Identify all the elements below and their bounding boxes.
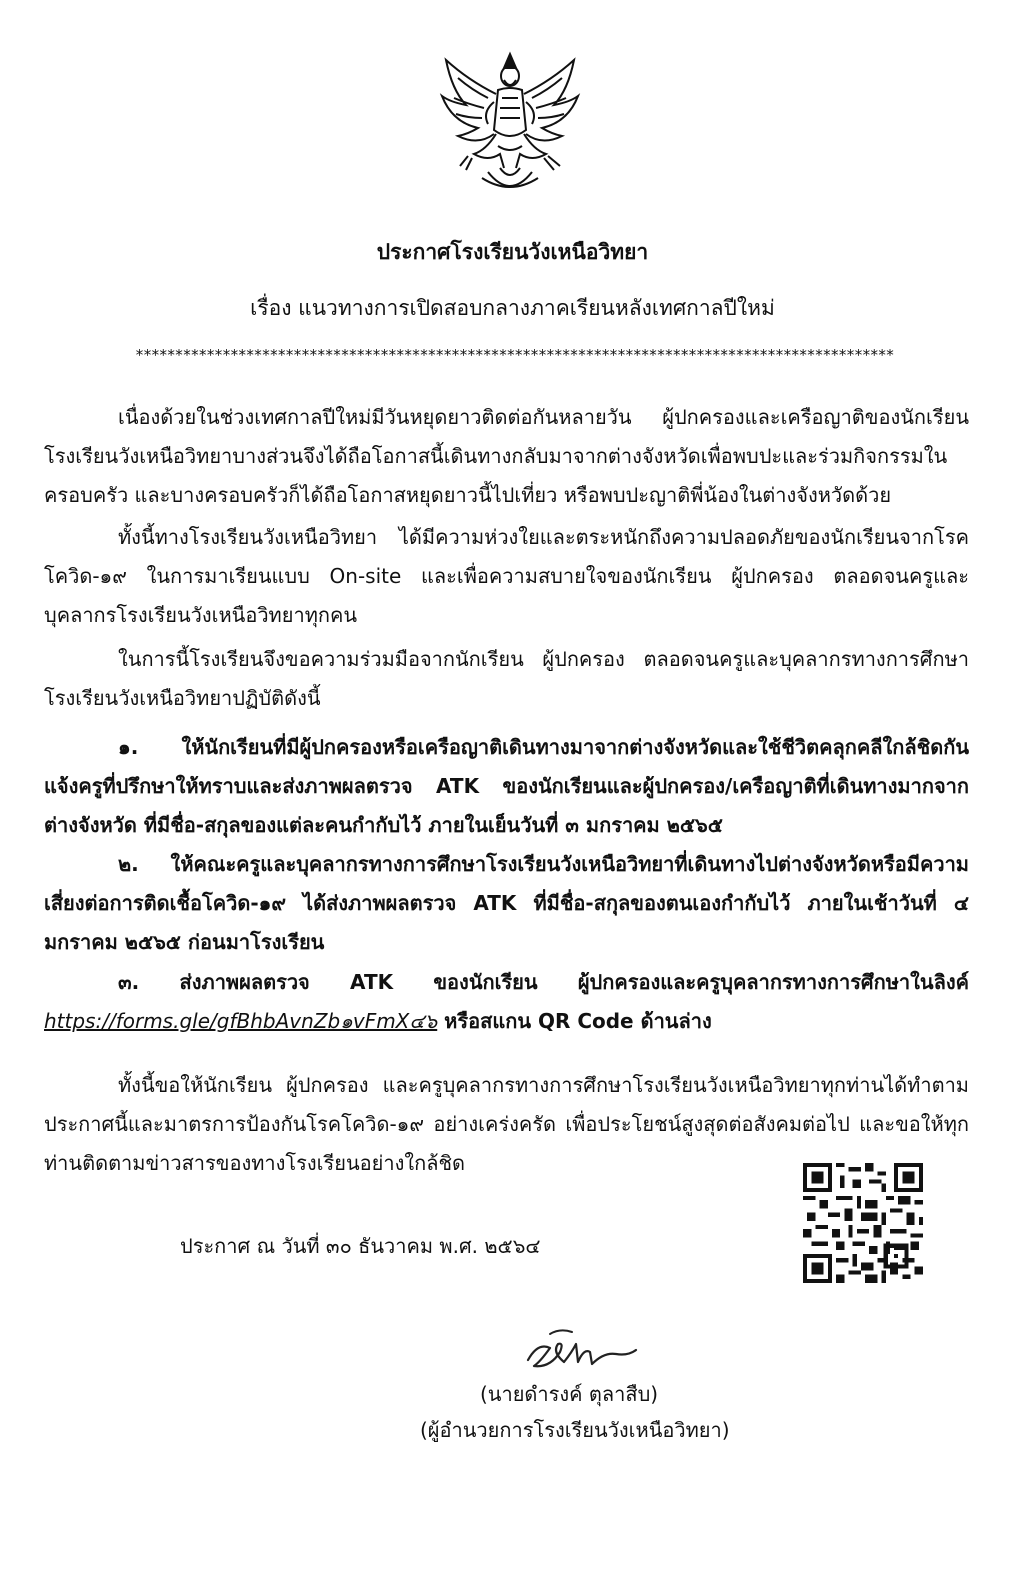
instruction-item-3-text: ๓. ส่งภาพผลตรวจ ATK ของนักเรียน ผู้ปกครองและครูบุคลากรทางการศึกษาในลิงค์: [118, 970, 969, 994]
paragraph-intro: [44, 398, 969, 515]
paragraph-concern-text: ทั้งนี้ทางโรงเรียนวังเหนือวิทยา ได้มีความห่วงใยและตระหนักถึงความปลอดภัยของนักเรียนจากโรคโควิด-๑๙ ในการมาเรียนแบบ On-site และเพื่อความสบายใจของนักเรียน ผู้ปกครอง ตลอดจนครูและบุคลากรโรงเรียนวังเหนือวิทยาทุกคน: [44, 525, 969, 627]
paragraph-request: [44, 640, 969, 718]
instruction-item-1: [44, 728, 969, 845]
instruction-item-3-suffix: หรือสแกน QR Code ด้านล่าง: [437, 1009, 712, 1033]
instruction-item-3: [44, 963, 969, 1041]
signature-icon: [520, 1322, 640, 1377]
announcement-date: ประกาศ ณ วันที่ ๓๐ ธันวาคม พ.ศ. ๒๕๖๔: [180, 1234, 541, 1258]
paragraph-closing-text: ทั้งนี้ขอให้นักเรียน ผู้ปกครอง และครูบุคลากรทางการศึกษาโรงเรียนวังเหนือวิทยาทุกท่านได้ทำตามประกาศนี้และมาตรการป้องกันโรคโควิด-๑๙ อย่างเคร่งครัด เพื่อประโยชน์สูงสุดต่อสังคมต่อไป และขอให้ทุกท่านติดตามข่าวสารของทางโรงเรียนอย่างใกล้ชิด: [44, 1073, 969, 1175]
garuda-emblem-icon: [438, 50, 583, 200]
signer-name: (นายดำรงค์ ตุลาสืบ): [480, 1382, 659, 1406]
paragraph-intro-text: เนื่องด้วยในช่วงเทศกาลปีใหม่มีวันหยุดยาวติดต่อกันหลายวัน ผู้ปกครองและเครือญาติของนักเรียนโรงเรียนวังเหนือวิทยาบางส่วนจึงได้ถือโอกาสนี้เดินทางกลับมาจากต่างจังหวัดเพื่อพบปะและร่วมกิจกรรมในครอบครัว และบางครอบครัวก็ได้ถือโอกาสหยุดยาวนี้ไปเที่ยว หรือพบปะญาติพี่น้องในต่างจังหวัดด้วย: [44, 405, 969, 507]
instruction-item-1-text: ๑. ให้นักเรียนที่มีผู้ปกครองหรือเครือญาติเดินทางมาจากต่างจังหวัดและใช้ชีวิตคลุกคลีใกล้ชิดกัน แจ้งครูที่ปรึกษาให้ทราบและส่งภาพผลตรวจ ATK ของนักเรียนและผู้ปกครอง/เครือญาติที่เดินทางมากจากต่างจังหวัด ที่มีชื่อ-สกุลของแต่ละคนกำกับไว้ ภายในเย็นวันที่ ๓ มกราคม ๒๕๖๕: [44, 735, 969, 837]
announcement-subject: เรื่อง แนวทางการเปิดสอบกลางภาคเรียนหลังเทศกาลปีใหม่: [250, 296, 775, 320]
signer-position: (ผู้อำนวยการโรงเรียนวังเหนือวิทยา): [420, 1418, 730, 1442]
announcement-title: ประกาศโรงเรียนวังเหนือวิทยา: [376, 240, 649, 264]
separator-line: ************************************************************************************************: [135, 346, 895, 364]
qr-code-icon: [803, 1163, 923, 1283]
form-link[interactable]: https://forms.gle/gfBhbAvnZb๑vFmX๔๖: [44, 1009, 438, 1033]
instruction-item-2: [44, 845, 969, 962]
paragraph-request-text: ในการนี้โรงเรียนจึงขอความร่วมมือจากนักเรียน ผู้ปกครอง ตลอดจนครูและบุคลากรทางการศึกษาโรงเรียนวังเหนือวิทยาปฏิบัติดังนี้: [44, 647, 969, 710]
paragraph-concern: [44, 518, 969, 635]
instruction-item-2-text: ๒. ให้คณะครูและบุคลากรทางการศึกษาโรงเรียนวังเหนือวิทยาที่เดินทางไปต่างจังหวัดหรือมีความเสี่ยงต่อการติดเชื้อโควิด-๑๙ ได้ส่งภาพผลตรวจ ATK ที่มีชื่อ-สกุลของตนเองกำกับไว้ ภายในเช้าวันที่ ๔ มกราคม ๒๕๖๕ ก่อนมาโรงเรียน: [44, 852, 969, 954]
